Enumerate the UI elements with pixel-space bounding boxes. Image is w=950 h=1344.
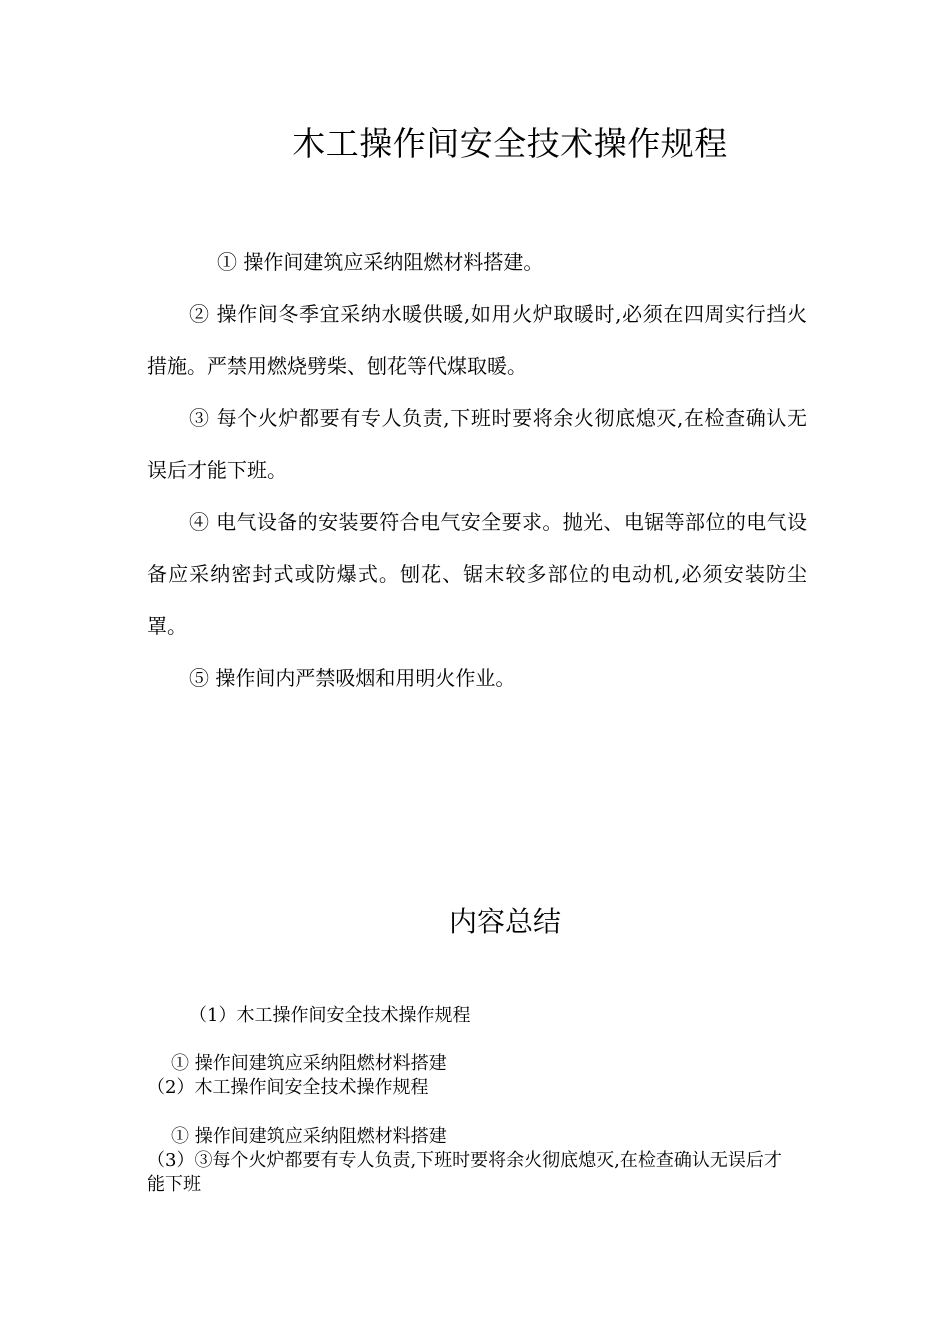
summary-item-5: （3）③每个火炉都要有专人负责,下班时要将余火彻底熄灭,在检查确认无误后才能下班 [147,1150,782,1195]
summary-item-3: （2）木工操作间安全技术操作规程 [147,1077,429,1098]
summary-item-1: （1）木工操作间安全技术操作规程 [189,1005,471,1026]
document-body [147,236,807,704]
paragraph-4: ④ 电气设备的安装要符合电气安全要求。抛光、电锯等部位的电气设备应采纳密封式或防爆式。刨花、锯末较多部位的电动机,必须安装防尘罩。 [147,510,807,638]
summary-item-4: ① 操作间建筑应采纳阻燃材料搭建 [171,1126,447,1147]
document-title: 木工操作间安全技术操作规程 [292,124,728,163]
paragraph-2: ② 操作间冬季宜采纳水暖供暖,如用火炉取暖时,必须在四周实行挡火措施。严禁用燃烧劈柴、刨花等代煤取暖。 [147,302,807,378]
paragraph-5: ⑤ 操作间内严禁吸烟和用明火作业。 [189,666,516,690]
paragraph-1: ① 操作间建筑应采纳阻燃材料搭建。 [217,250,544,274]
summary-item-2: ① 操作间建筑应采纳阻燃材料搭建 [171,1053,447,1074]
paragraph-3: ③ 每个火炉都要有专人负责,下班时要将余火彻底熄灭,在检查确认无误后才能下班。 [147,406,807,482]
summary-title: 内容总结 [448,905,561,938]
